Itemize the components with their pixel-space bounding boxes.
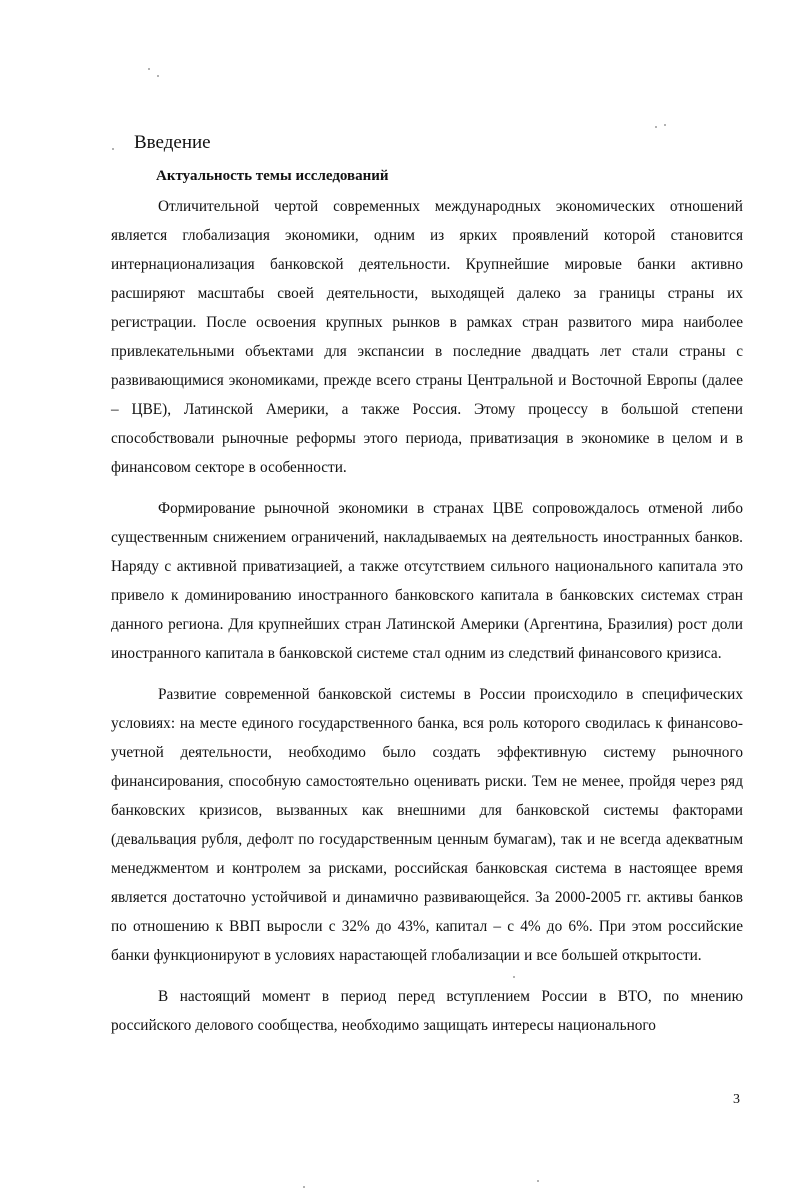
- body-text: [111, 192, 743, 1052]
- scan-speck: [655, 126, 657, 128]
- paragraph: Отличительной чертой современных международных экономических отношений является глобализация экономики, одним из ярких проявлений которой становится интернационализация банковской деятельности. Крупнейшие мировые банки активно расширяют масштабы своей деятельности, выходящей далеко за границы страны их регистрации. После освоения крупных рынков в рамках стран развитого мира наиболее привлекательными объектами для экспансии в последние двадцать лет стали страны с развивающимися экономиками, прежде всего страны Центральной и Восточной Европы (далее – ЦВЕ), Латинской Америки, а также Россия. Этому процессу в большой степени способствовали рыночные реформы этого периода, приватизация в экономике в целом и в финансовом секторе в особенности.: [111, 198, 743, 476]
- paragraph: Развитие современной банковской системы в России происходило в специфических условиях: на месте единого государственного банка, вся роль которого сводилась к финансово-учетной деятельности, необходимо было создать эффективную систему рыночного финансирования, способную самостоятельно оценивать риски. Тем не менее, пройдя через ряд банковских кризисов, вызванных как внешними для банковской системы факторами (девальвация рубля, дефолт по государственным ценным бумагам), так и не всегда адекватным менеджментом и контролем за рисками, российская банковская система в настоящее время является достаточно устойчивой и динамично развивающейся. За 2000-2005 гг. активы банков по отношению к ВВП выросли с 32% до 43%, капитал – с 4% до 6%. При этом российские банки функционируют в условиях нарастающей глобализации и все большей открытости.: [111, 686, 743, 964]
- scan-speck: [112, 148, 114, 150]
- scan-speck: [303, 1186, 305, 1188]
- scan-speck: [157, 75, 159, 77]
- paragraph: В настоящий момент в период перед вступлением России в ВТО, по мнению российского делового сообщества, необходимо защищать интересы национального: [111, 988, 743, 1034]
- section-title: Введение: [134, 132, 211, 153]
- scan-speck: [148, 68, 150, 70]
- scan-speck: [664, 124, 666, 126]
- paragraph: Формирование рыночной экономики в странах ЦВЕ сопровождалось отменой либо существенным снижением ограничений, накладываемых на деятельность иностранных банков. Наряду с активной приватизацией, а также отсутствием сильного национального капитала это привело к доминированию иностранного банковского капитала в банковских системах стран данного региона. Для крупнейших стран Латинской Америки (Аргентина, Бразилия) рост доли иностранного капитала в банковской системе стал одним из следствий финансового кризиса.: [111, 500, 743, 662]
- subheading: Актуальность темы исследований: [156, 168, 389, 184]
- page-number: 3: [733, 1092, 740, 1107]
- scan-speck: [537, 1180, 539, 1182]
